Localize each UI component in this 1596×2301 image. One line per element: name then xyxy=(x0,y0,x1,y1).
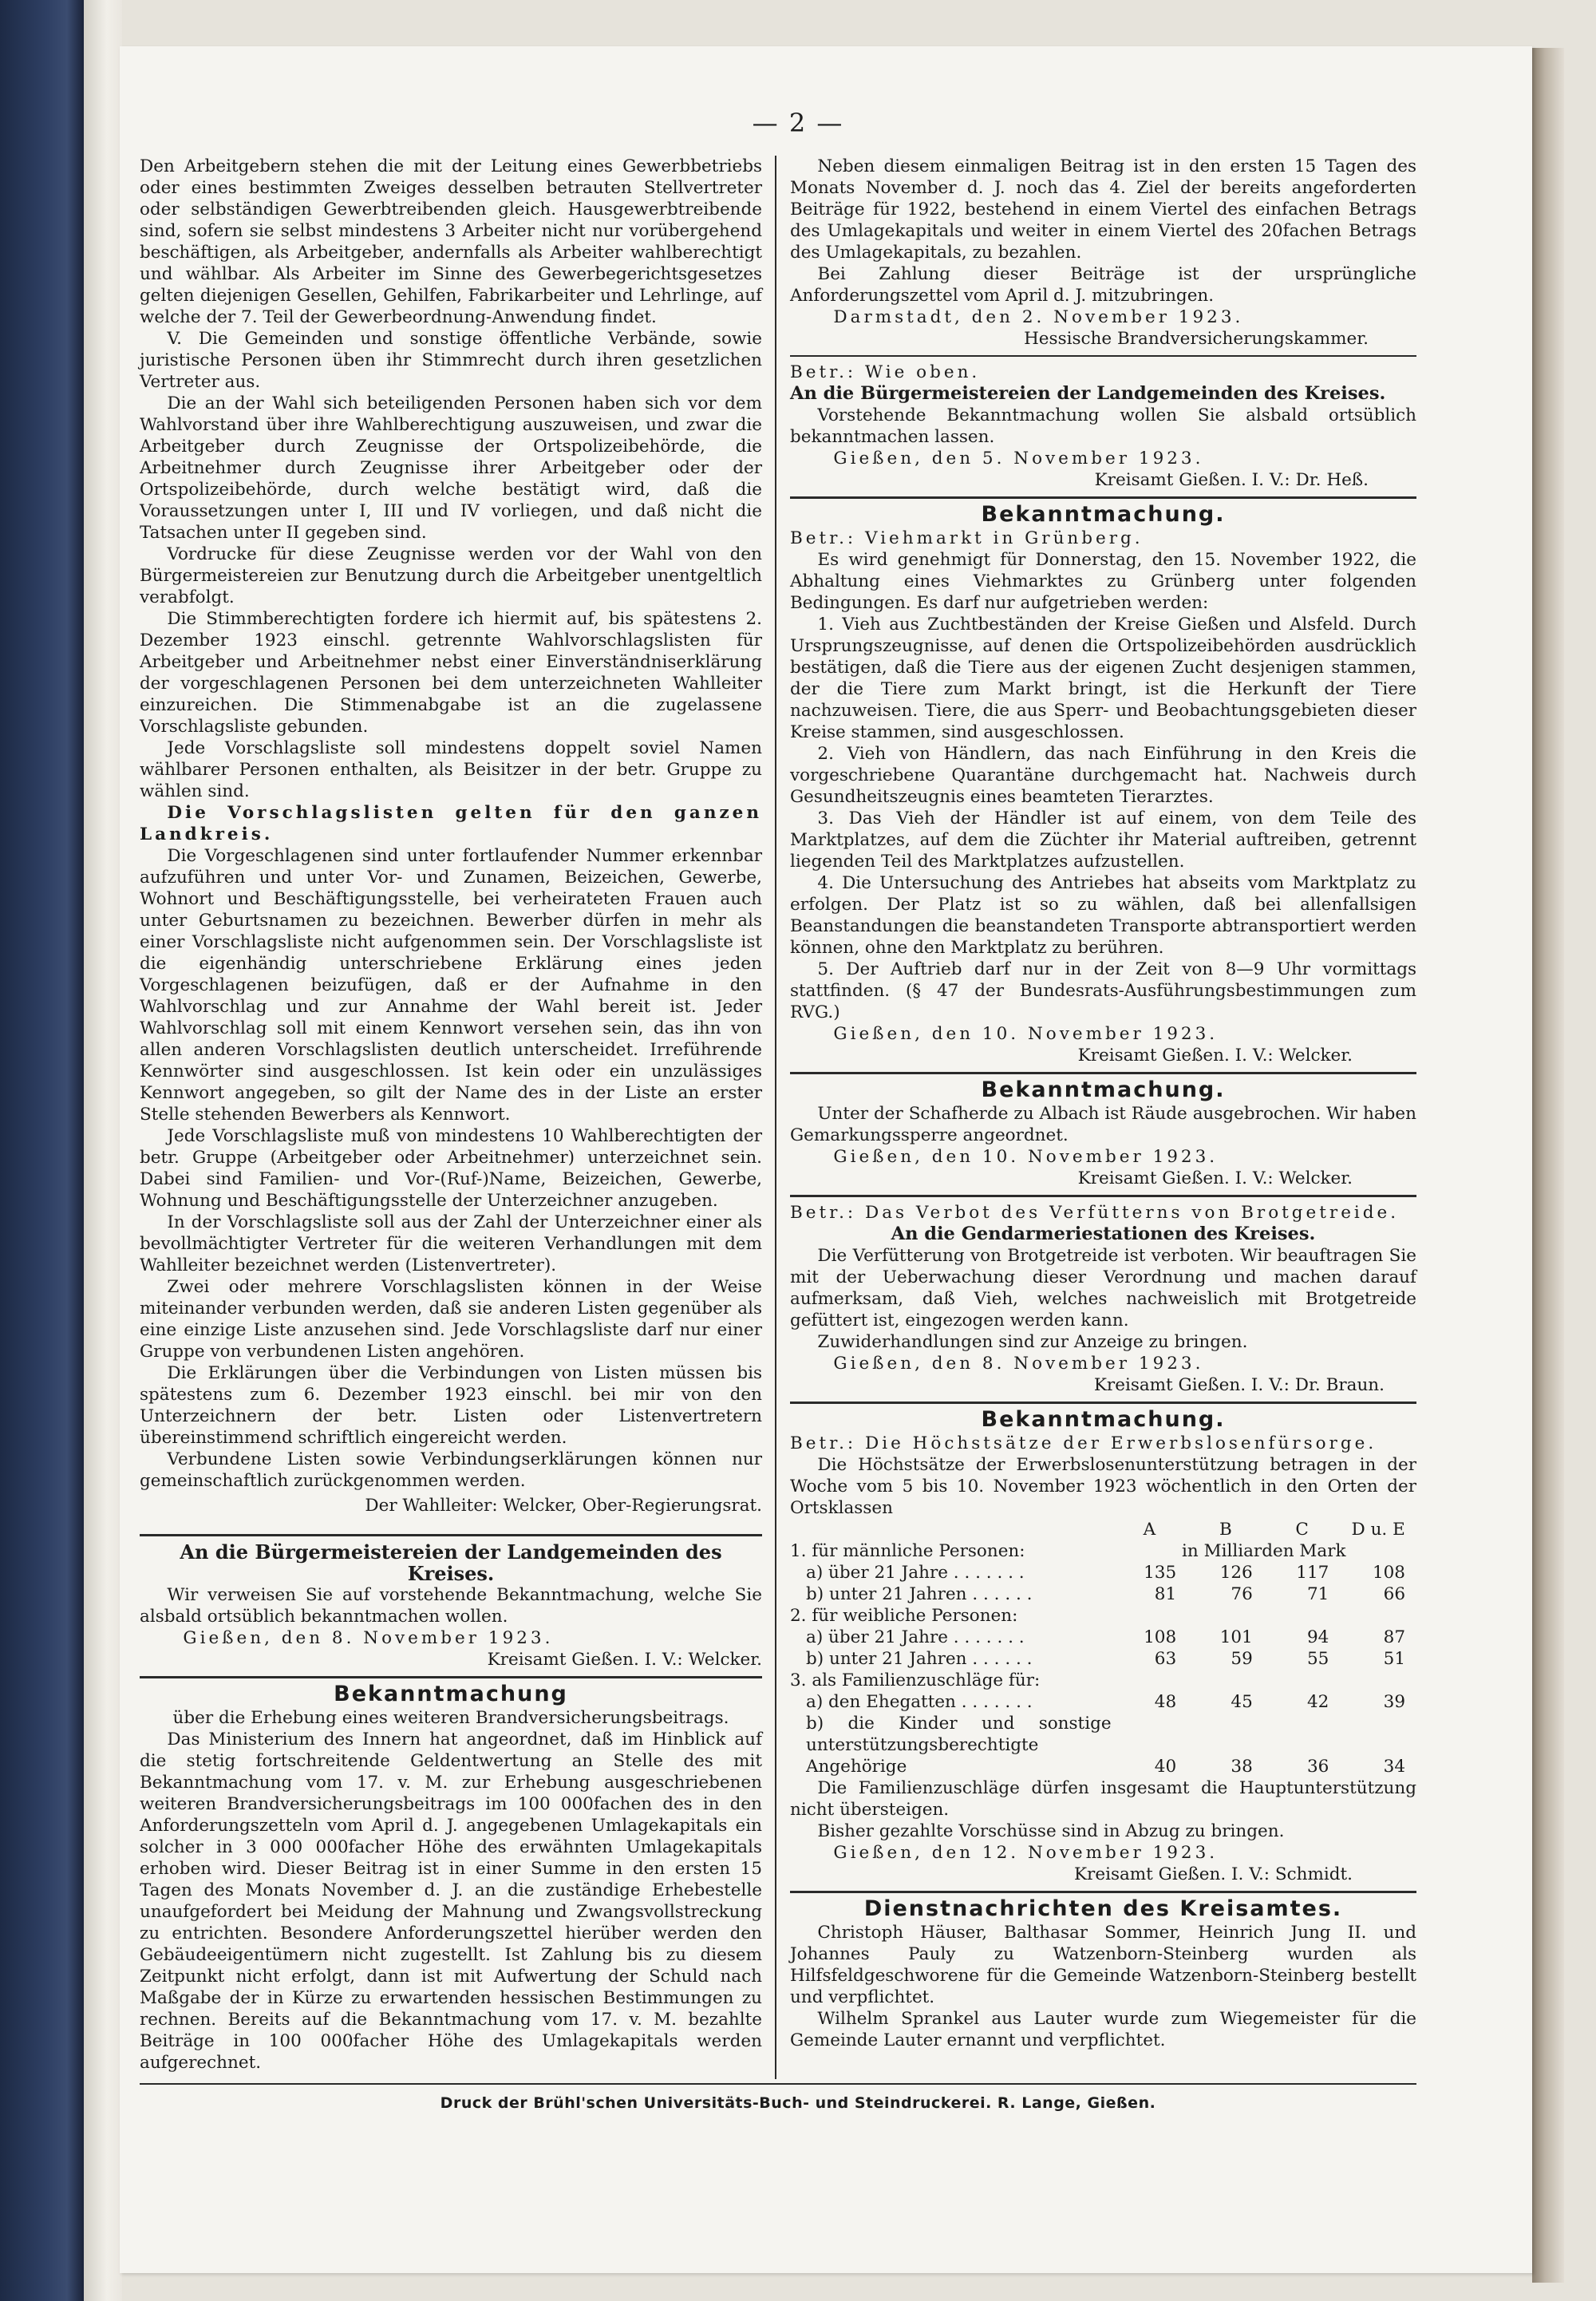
table-cell: 108 xyxy=(1144,1627,1177,1647)
section-heading: Dienstnachrichten des Kreisamtes. xyxy=(863,1896,1343,1921)
column-header: B xyxy=(1219,1520,1232,1540)
paragraph: V. Die Gemeinden und sonstige öffentliche Verbände, sowie juristische Personen üben ihr Stimmrecht durch ihren gesetzlichen Vertreter aus. xyxy=(140,329,762,392)
row-label: 2. für weibliche Personen: xyxy=(790,1606,1018,1626)
paragraph: Die Vorgeschlagenen sind unter fortlaufender Nummer erkennbar aufzuführen und unter Vor- und Zunamen, Beizeichen, Gewerbe, Wohnort und Beschäftigungsstelle, bei verheirateten Frauen auch unter Geburtsnamen zu bezeichnen. Bewerber dürfen in mehr als einer Vorschlagsliste nicht aufgenommen sein. Der Vorschlagsliste ist die eigenhändig unterschriebene Erklärung eines jeden Vorgeschlagenen beizufügen, daß er der Aufnahme in den Wahlvorschlag und zur Annahme der Wahl bereit ist. Jeder Wahlvorschlag soll mit einem Kennwort versehen sein, das ihn von allen anderen Vorschlagslisten deutlich unterscheidet. Irreführende Kennwörter sind ausgeschlossen. Ist kein oder ein unzulässiges Kennwort angegeben, so gilt der Name des in der Liste an erster Stelle stehenden Bewerbers als Kennwort. xyxy=(140,846,762,1125)
table-cell: 94 xyxy=(1306,1627,1329,1647)
divider xyxy=(140,1676,762,1678)
signature: Kreisamt Gießen. I. V.: Welcker. xyxy=(487,1650,762,1670)
date-line: Gießen, den 5. November 1923. xyxy=(833,449,1204,469)
table-row xyxy=(790,1562,1416,1583)
right-column xyxy=(790,156,1416,2051)
betr-line: Betr.: Das Verbot des Verfütterns von Brotgetreide. xyxy=(790,1203,1400,1223)
page-edge xyxy=(1532,48,1564,2283)
table-row xyxy=(790,1583,1416,1605)
paragraph: Unter der Schafherde zu Albach ist Räude ausgebrochen. Wir haben Gemarkungssperre angeordnet. xyxy=(790,1104,1416,1145)
row-label: 3. als Familienzuschläge für: xyxy=(790,1670,1041,1690)
paragraph: Verbundene Listen sowie Verbindungserklärungen können nur gemeinschaftlich zurückgenommen werden. xyxy=(140,1449,762,1491)
signature: Kreisamt Gießen. I. V.: Schmidt. xyxy=(1074,1864,1353,1884)
betr-line: Betr.: Viehmarkt in Grünberg. xyxy=(790,528,1144,548)
table-cell: 101 xyxy=(1219,1627,1253,1647)
section-heading: An die Bürgermeistereien der Landgemeinden des Kreises. xyxy=(180,1540,722,1585)
table-cell: 126 xyxy=(1219,1563,1253,1583)
table-cell: 55 xyxy=(1306,1649,1329,1669)
paragraph: Zuwiderhandlungen sind zur Anzeige zu bringen. xyxy=(817,1332,1248,1352)
section-heading: Bekanntmachung. xyxy=(981,1407,1226,1432)
paragraph: Bisher gezahlte Vorschüsse sind in Abzug zu bringen. xyxy=(817,1821,1285,1841)
table-cell xyxy=(790,1519,1112,1540)
divider xyxy=(790,496,1416,499)
date-line: Gießen, den 10. November 1923. xyxy=(833,1147,1219,1167)
table-cell: 48 xyxy=(1154,1692,1177,1712)
table-cell: 51 xyxy=(1383,1649,1405,1669)
divider xyxy=(790,1891,1416,1893)
signature: Kreisamt Gießen. I. V.: Welcker. xyxy=(1077,1168,1353,1188)
table-row xyxy=(790,1670,1416,1691)
paragraph: Neben diesem einmaligen Beitrag ist in den ersten 15 Tagen des Monats November d. J. noch das 4. Ziel der bereits angeforderten Beiträge für 1922, bestehend in einem Viertel des einfachen Betrags des Umlagekapitals und weiter in einem Viertel des 20fachen Betrags des Umlagekapitals, zu bezahlen. xyxy=(790,156,1416,263)
signature: Kreisamt Gießen. I. V.: Dr. Braun. xyxy=(1093,1375,1385,1395)
paragraph: Die Familienzuschläge dürfen insgesamt die Hauptunterstützung nicht übersteigen. xyxy=(790,1778,1416,1820)
row-label: 1. für männliche Personen: xyxy=(790,1541,1025,1561)
section-heading: Bekanntmachung. xyxy=(981,502,1226,527)
betr-line: Betr.: Wie oben. xyxy=(790,362,981,382)
column-rule xyxy=(775,156,776,2079)
table-cell: 108 xyxy=(1372,1563,1405,1583)
unit-label: in Milliarden Mark xyxy=(1182,1541,1346,1561)
section-heading: Bekanntmachung. xyxy=(981,1077,1226,1102)
row-label: a) den Ehegatten . . . . . . . xyxy=(806,1692,1033,1712)
printer-imprint: Druck der Brühl'schen Universitäts-Buch- und Steindruckerei. R. Lange, Gießen. xyxy=(440,2094,1156,2112)
table-cell: 40 xyxy=(1154,1757,1177,1777)
divider xyxy=(790,1402,1416,1404)
column-header: A xyxy=(1143,1520,1156,1540)
paragraph: Jede Vorschlagsliste muß von mindestens 10 Wahlberechtigten der betr. Gruppe (Arbeitgeber oder Arbeitnehmer) unterzeichnet sein. Dabei sind Familien- und Vor-(Ruf-)Name, Beizeichen, Gewerbe, Wohnung und Beschäftigungsstelle der Unterzeichner anzugeben. xyxy=(140,1126,762,1211)
table-cell: 42 xyxy=(1306,1692,1329,1712)
table-row xyxy=(790,1627,1416,1648)
paragraph: Die Erklärungen über die Verbindungen von Listen müssen bis spätestens zum 6. Dezember 1923 einschl. bei mir von den Unterzeichnern der betr. Listen oder Listenvertretern übereinstimmend schriftlich eingereicht werden. xyxy=(140,1363,762,1448)
table-row xyxy=(790,1713,1416,1777)
date-line: Darmstadt, den 2. November 1923. xyxy=(833,307,1244,327)
binding-edge xyxy=(84,0,122,2301)
divider xyxy=(790,1072,1416,1074)
column-header: D u. E xyxy=(1351,1520,1405,1540)
table-cell: 34 xyxy=(1383,1757,1405,1777)
table-cell: 76 xyxy=(1231,1584,1253,1604)
list-item: 2. Vieh von Händlern, das nach Einführung in den Kreis die vorgeschriebene Quarantäne durchgemacht hat. Nachweis durch Gesundheitszeugnis eines beamteten Tierarztes. xyxy=(790,744,1416,807)
date-line: Gießen, den 10. November 1923. xyxy=(833,1024,1219,1044)
paragraph: Vorstehende Bekanntmachung wollen Sie alsbald ortsüblich bekanntmachen lassen. xyxy=(790,405,1416,447)
rates-table xyxy=(790,1519,1416,1777)
table-row xyxy=(790,1540,1416,1562)
section-heading: Bekanntmachung xyxy=(334,1682,568,1706)
betr-line: Betr.: Die Höchstsätze der Erwerbslosenfürsorge. xyxy=(790,1433,1377,1453)
date-line: Gießen, den 12. November 1923. xyxy=(833,1843,1219,1863)
row-label: b) unter 21 Jahren . . . . . . xyxy=(806,1649,1033,1669)
table-cell: 81 xyxy=(1154,1584,1177,1604)
paragraph: Es wird genehmigt für Donnerstag, den 15. November 1922, die Abhaltung eines Viehmarktes zu Grünberg unter folgenden Bedingungen. Es darf nur aufgetrieben werden: xyxy=(790,550,1416,613)
left-column xyxy=(140,156,762,2074)
section-heading: An die Gendarmeriestationen des Kreises. xyxy=(891,1224,1316,1244)
list-item: 3. Das Vieh der Händler ist auf einem, von dem Teile des Marktplatzes, auf dem die Züchter ihr Material auftreiben, getrennt liegenden Teil des Marktplatzes aufzustellen. xyxy=(790,809,1416,872)
table-row xyxy=(790,1691,1416,1713)
paragraph: Die Stimmberechtigten fordere ich hiermit auf, bis spätestens 2. Dezember 1923 einschl. getrennte Wahlvorschlagslisten für Arbeitgeber und Arbeitnehmer nebst einer Einverständniserklärung der vorgeschlagenen Personen bei dem unterzeichneten Wahlleiter einzureichen. Die Stimmenabgabe ist an die zugelassene Vorschlagsliste gebunden. xyxy=(140,609,762,737)
table-cell: 45 xyxy=(1231,1692,1253,1712)
table-cell: 63 xyxy=(1154,1649,1177,1669)
column-header: C xyxy=(1295,1520,1309,1540)
table-cell: 87 xyxy=(1383,1627,1405,1647)
paragraph: Die Höchstsätze der Erwerbslosenunterstützung betragen in der Woche vom 5 bis 10. November 1923 wöchentlich in den Orten der Ortsklassen xyxy=(790,1455,1416,1518)
list-item: 1. Vieh aus Zuchtbeständen der Kreise Gießen und Alsfeld. Durch Ursprungszeugnisse, auf denen die Ortspolizeibehörden ausdrücklich bestätigen, daß die Tiere aus der eigenen Zucht desjenigen stammen, der die Tiere zum Markt bringt, ist die Herkunft der Tiere nachzuweisen. Tiere, die aus Sperr- und Beobachtungsgebieten dieser Kreise stammen, sind ausgeschlossen. xyxy=(790,615,1416,742)
paragraph: Das Ministerium des Innern hat angeordnet, daß im Hinblick auf die stetig fortschreitende Geldentwertung an Stelle des mit Bekanntmachung vom 17. v. M. zur Erhebung ausgeschriebenen weiteren Brandversicherungsbeitrags im 100 000fachen des in den Anforderungszetteln vom April d. J. angegebenen Umlagekapitals ein solcher in 3 000 000facher Höhe des erwähnten Umlagekapitals erhoben wird. Dieser Beitrag ist in einer Summe in den ersten 15 Tagen des Monats November d. J. an die zuständige Erhebestelle unaufgefordert bei Meidung der Mahnung und Zwangsvollstreckung zu entrichten. Besondere Anforderungszettel hierüber werden den Gebäudeeigentümern nicht zugestellt. Ist Zahlung bis zu diesem Zeitpunkt nicht erfolgt, dann ist mit Aufwertung der Schuld nach Maßgabe der in Kürze zu erwartenden hessischen Bestimmungen zu rechnen. Bereits auf die Bekanntmachung vom 17. v. M. bezahlte Beiträge in 100 000facher Höhe des Umlagekapitals werden aufgerechnet. xyxy=(140,1730,762,2073)
paragraph: Jede Vorschlagsliste soll mindestens doppelt soviel Namen wählbarer Personen enthalten, als Beisitzer in der betr. Gruppe zu wählen sind. xyxy=(140,738,762,801)
row-label: a) über 21 Jahre . . . . . . . xyxy=(806,1627,1025,1647)
signature: Hessische Brandversicherungskammer. xyxy=(1024,329,1369,349)
table-cell: 117 xyxy=(1296,1563,1329,1583)
table-cell: 135 xyxy=(1144,1563,1177,1583)
paragraph-emphasis: Die Vorschlagslisten gelten für den ganzen Landkreis. xyxy=(140,803,762,844)
paragraph: Bei Zahlung dieser Beiträge ist der ursprüngliche Anforderungszettel vom April d. J. mitzubringen. xyxy=(790,264,1416,306)
divider xyxy=(140,1534,762,1536)
list-item: 5. Der Auftrieb darf nur in der Zeit von 8—9 Uhr vormittags stattfinden. (§ 47 der Bundesrats-Ausführungsbestimmungen zum RVG.) xyxy=(790,959,1416,1022)
paragraph: Christoph Häuser, Balthasar Sommer, Heinrich Jung II. und Johannes Pauly zu Watzenborn-Steinberg wurden als Hilfsfeldgeschworene für die Gemeinde Watzenborn-Steinberg bestellt und verpflichtet. xyxy=(790,1923,1416,2007)
divider xyxy=(790,1195,1416,1197)
paragraph: Wir verweisen Sie auf vorstehende Bekanntmachung, welche Sie alsbald ortsüblich bekanntmachen wollen. xyxy=(140,1585,762,1627)
paragraph: Zwei oder mehrere Vorschlagslisten können in der Weise miteinander verbunden werden, daß sie anderen Listen gegenüber als eine einzige Liste anzusehen sind. Jede Vorschlagsliste darf nur einer Gruppe von verbundenen Listen angehören. xyxy=(140,1277,762,1362)
signature: Der Wahlleiter: Welcker, Ober-Regierungsrat. xyxy=(365,1496,762,1516)
paragraph: Den Arbeitgebern stehen die mit der Leitung eines Gewerbbetriebs oder eines bestimmten Zweiges desselben betrauten Stellvertreter oder selbständigen Gewerbtreibenden gleich. Hausgewerbtreibende sind, sofern sie selbst mindestens 3 Arbeiter nicht nur vorübergehend beschäftigen, als Arbeitgeber, andernfalls als Arbeiter wahlberechtigt und wählbar. Als Arbeiter im Sinne des Gewerbegerichtsgesetzes gelten diejenigen Gesellen, Gehilfen, Fabrikarbeiter und Lehrlinge, auf welche der 7. Teil der Gewerbeordnung-Anwendung findet. xyxy=(140,156,762,327)
paragraph: Die Verfütterung von Brotgetreide ist verboten. Wir beauftragen Sie mit der Ueberwachung dieser Verordnung und machen darauf aufmerksam, daß Vieh, welches nachweislich mit Brotgetreide gefüttert ist, eingezogen werden kann. xyxy=(790,1246,1416,1330)
date-line: Gießen, den 8. November 1923. xyxy=(833,1354,1204,1374)
table-cell: 71 xyxy=(1306,1584,1329,1604)
paragraph: Vordrucke für diese Zeugnisse werden vor der Wahl von den Bürgermeistereien zur Benutzung durch die Arbeitgeber unentgeltlich verabfolgt. xyxy=(140,544,762,607)
divider xyxy=(790,355,1416,357)
signature: Kreisamt Gießen. I. V.: Welcker. xyxy=(1077,1046,1353,1065)
table-row xyxy=(790,1648,1416,1670)
row-label: a) über 21 Jahre . . . . . . . xyxy=(806,1563,1025,1583)
paragraph: Die an der Wahl sich beteiligenden Personen haben sich vor dem Wahlvorstand über ihre Wahlberechtigung auszuweisen, und zwar die Arbeitgeber durch Zeugnisse der Ortspolizeibehörde, die Arbeitnehmer durch Zeugnisse ihrer Arbeitgeber oder der Ortspolizeibehörde, durch welche bestätigt wird, daß die Voraussetzungen unter I, III und IV vorliegen, und daß nicht die Tatsachen unter II gegeben sind. xyxy=(140,393,762,543)
table-header-row xyxy=(790,1519,1416,1540)
date-line: Gießen, den 8. November 1923. xyxy=(183,1628,554,1648)
paragraph: Wilhelm Sprankel aus Lauter wurde zum Wiegemeister für die Gemeinde Lauter ernannt und verpflichtet. xyxy=(790,2009,1416,2050)
row-label: b) die Kinder und sonstige unterstützungsberechtigte Angehörige xyxy=(806,1714,1112,1777)
table-cell: 59 xyxy=(1231,1649,1253,1669)
table-cell: 38 xyxy=(1231,1757,1253,1777)
page-number: — 2 — xyxy=(752,108,844,138)
footer-rule xyxy=(140,2083,1416,2085)
table-cell: 39 xyxy=(1383,1692,1405,1712)
section-heading: An die Bürgermeistereien der Landgemeinden des Kreises. xyxy=(790,383,1386,404)
table-cell: 66 xyxy=(1383,1584,1405,1604)
book-binding xyxy=(0,0,84,2301)
paragraph: In der Vorschlagsliste soll aus der Zahl der Unterzeichner einer als bevollmächtigter Vertreter für die weiteren Verhandlungen mit dem Wahlleiter bezeichnet werden (Listenvertreter). xyxy=(140,1212,762,1275)
signature: Kreisamt Gießen. I. V.: Dr. Heß. xyxy=(1094,470,1369,490)
list-item: 4. Die Untersuchung des Antriebes hat abseits vom Marktplatz zu erfolgen. Der Platz ist so zu wählen, daß bei allenfallsigen Beanstandungen die beanstandeten Transporte abtransportiert werden können, ohne den Marktplatz zu berühren. xyxy=(790,873,1416,958)
row-label: b) unter 21 Jahren . . . . . . xyxy=(806,1584,1033,1604)
table-row xyxy=(790,1605,1416,1627)
table-cell: 36 xyxy=(1306,1757,1329,1777)
section-subheading: über die Erhebung eines weiteren Brandversicherungsbeitrags. xyxy=(172,1708,729,1728)
